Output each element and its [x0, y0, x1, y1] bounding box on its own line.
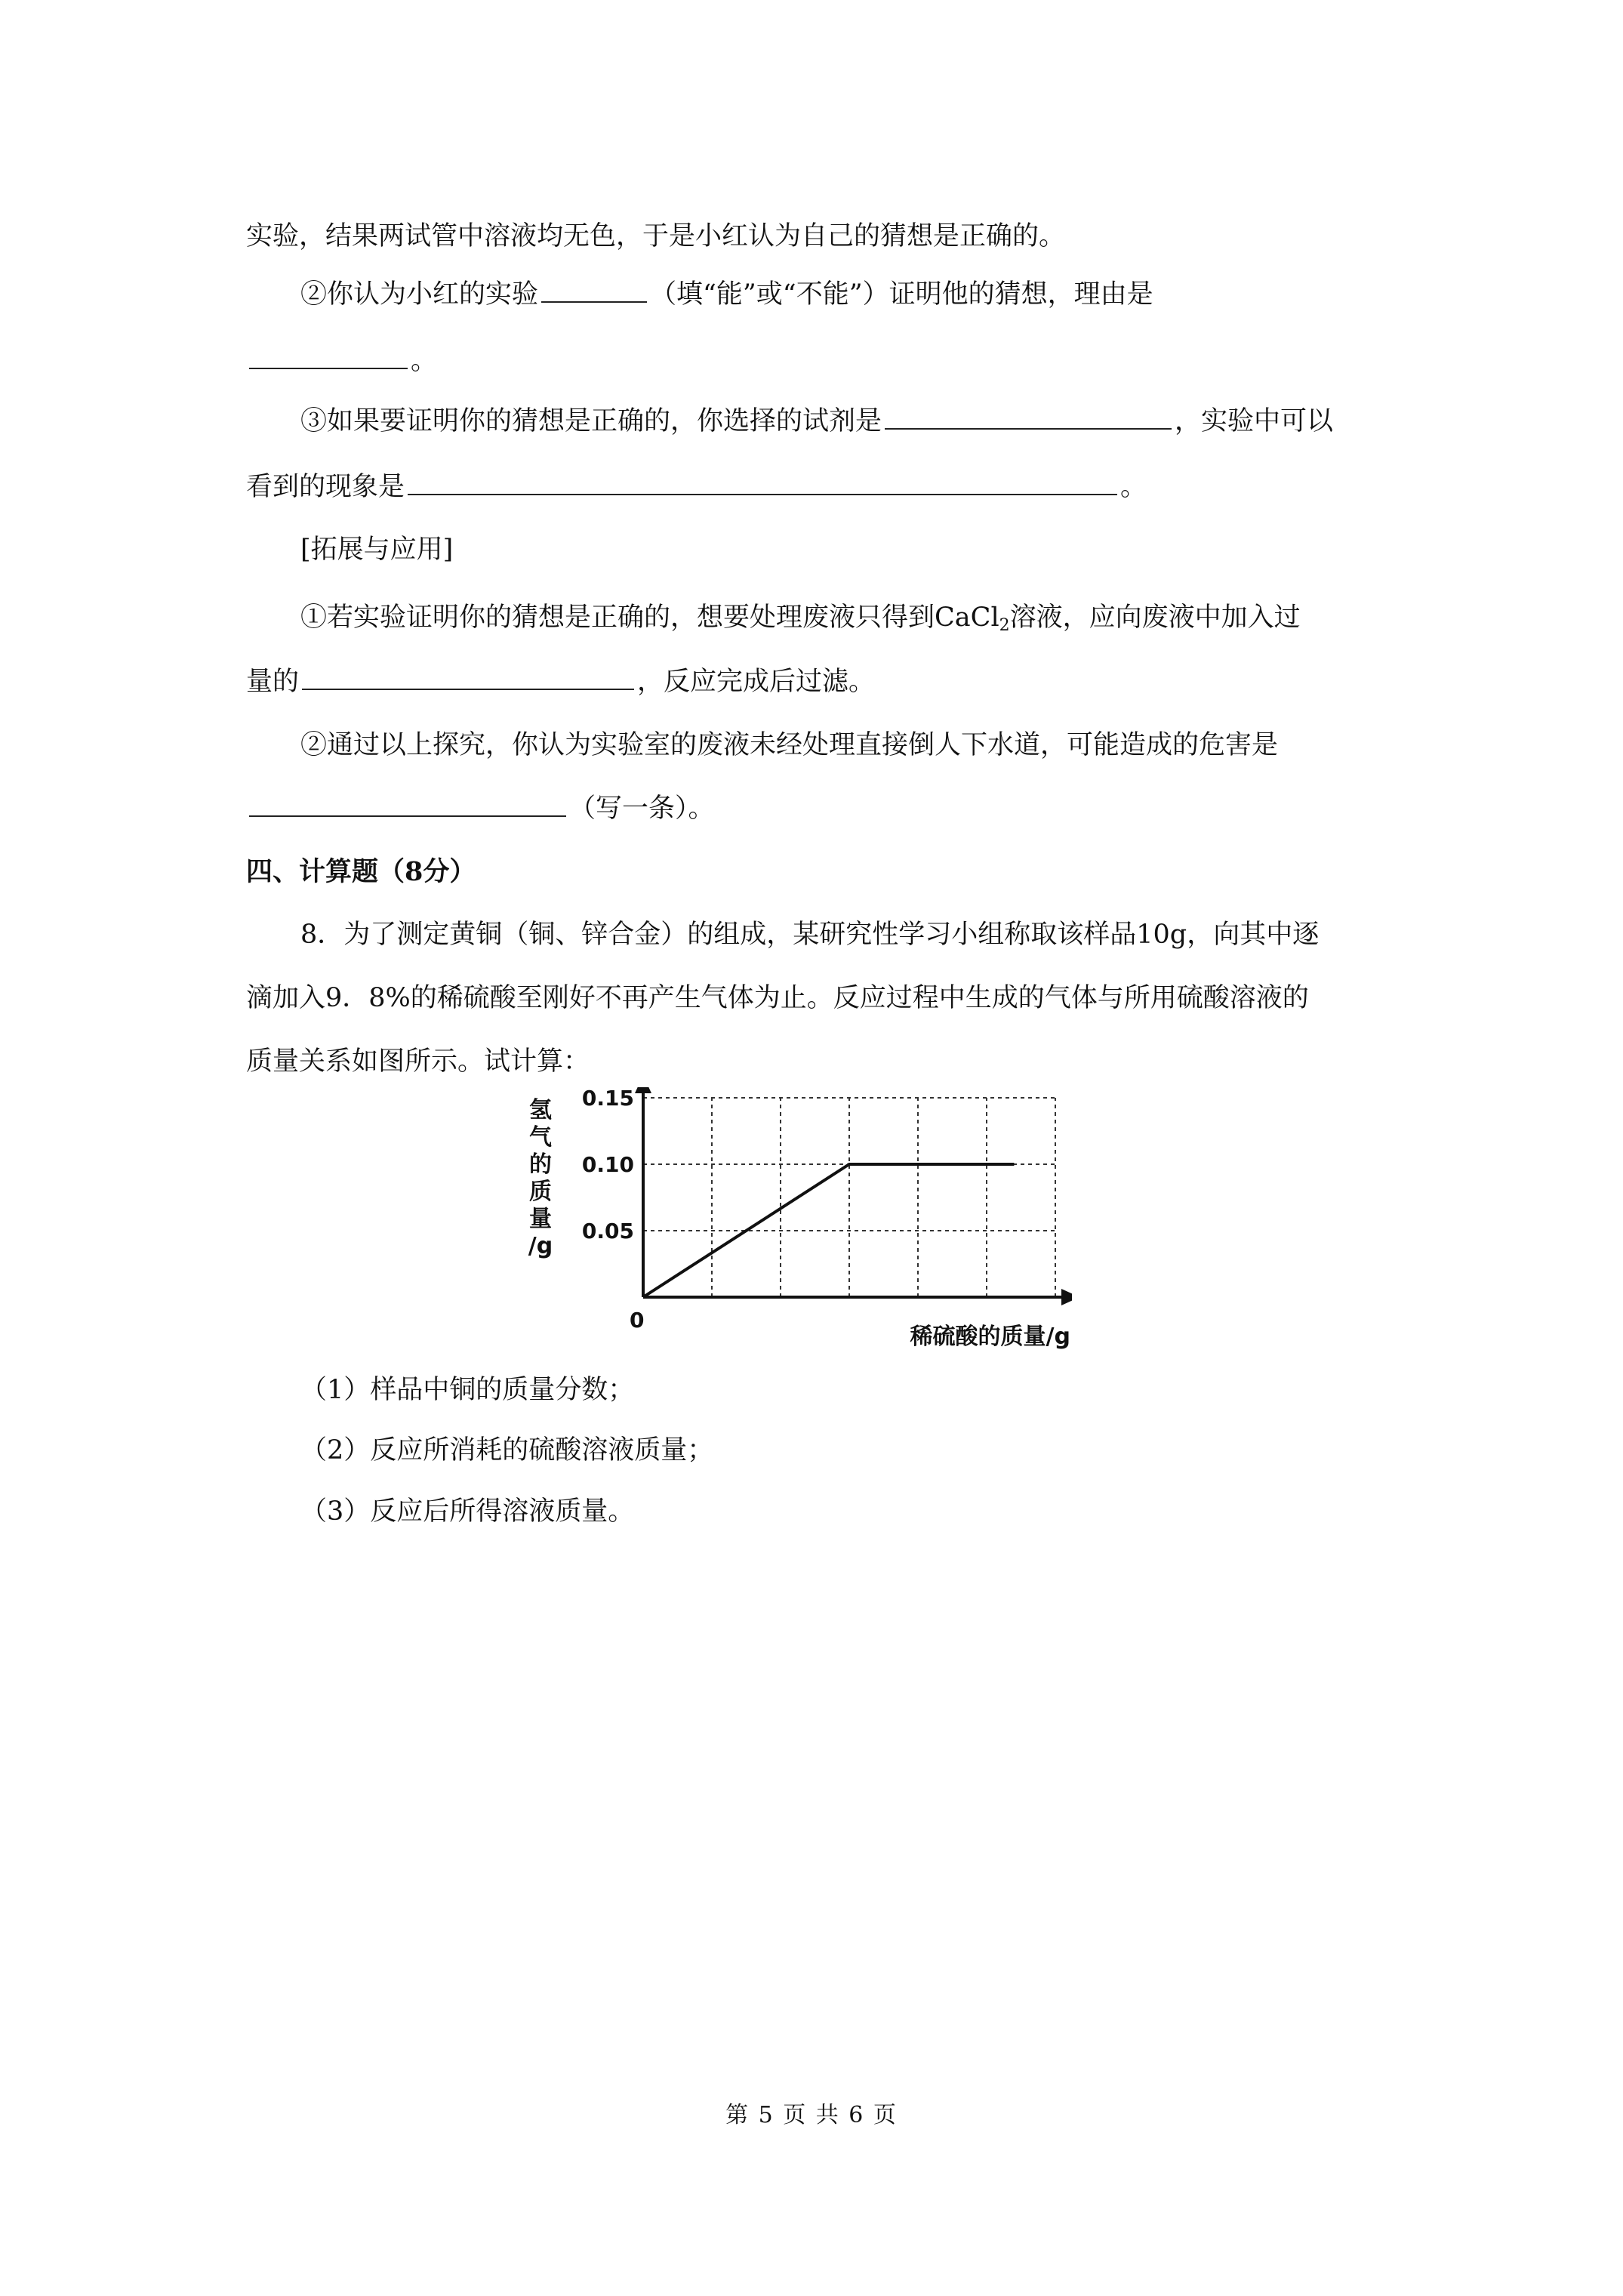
q2-prefix: ②你认为小红的实验 — [300, 279, 539, 310]
extension-2-blank-line — [246, 790, 1424, 827]
q3b-prefix: 看到的现象是 — [246, 472, 405, 502]
y-label-char: 气 — [529, 1124, 552, 1151]
chart-y-tick-labels — [582, 1087, 634, 1244]
question-3-phenomenon-line — [246, 468, 1424, 506]
answer-blank-can-or-cannot[interactable] — [541, 276, 647, 303]
section-4-title: 四、计算题（8分） — [246, 856, 476, 887]
y-label-char: 质 — [529, 1179, 552, 1205]
answer-blank-phenomenon[interactable] — [408, 468, 1117, 495]
extension-title — [300, 531, 1478, 569]
chart-y-axis-label — [528, 1097, 553, 1259]
question-3-line — [300, 402, 1478, 440]
answer-blank-harm[interactable] — [249, 790, 566, 817]
question-8-line-2 — [246, 979, 1424, 1017]
question-8-line-1 — [300, 916, 1478, 954]
chart-axes — [635, 1087, 1072, 1305]
q2-middle: （填“能”或“不能”）证明他的猜想，理由是 — [650, 279, 1153, 310]
q8-line2-text: 滴加入9．8%的稀硫酸至刚好不再产生气体为止。反应过程中生成的气体与所用硫酸溶液的 — [246, 983, 1309, 1013]
extension-1-line — [300, 599, 1478, 636]
page-number: 第 5 页 共 6 页 — [725, 2102, 898, 2128]
q3-middle: ，实验中可以 — [1175, 406, 1334, 436]
ext1b-prefix: 量的 — [246, 667, 300, 697]
page-footer — [0, 2100, 1623, 2131]
y-tick-label: 0.10 — [581, 1152, 634, 1177]
extension-2-line — [300, 726, 1478, 764]
line1-text: 实验，结果两试管中溶液均无色，于是小红认为自己的猜想是正确的。 — [246, 221, 1066, 251]
section-4-heading — [246, 853, 1424, 891]
ext1-suffix: 溶液，应向废液中加入过 — [1009, 603, 1301, 633]
sub-question-3 — [300, 1493, 1478, 1530]
ext2-text: ②通过以上探究，你认为实验室的废液未经处理直接倒人下水道，可能造成的危害是 — [300, 730, 1279, 760]
text-line-1 — [246, 217, 1424, 255]
y-label-char: /g — [528, 1233, 553, 1259]
answer-blank-reason[interactable] — [249, 342, 408, 369]
sub2-text: （2）反应所消耗的硫酸溶液质量； — [300, 1435, 714, 1465]
q8-line1-text: 8．为了测定黄铜（铜、锌合金）的组成，某研究性学习小组称取该样品10g，向其中逐 — [300, 920, 1320, 950]
hydrogen-mass-chart — [513, 1087, 1072, 1367]
question-8-line-3 — [246, 1043, 1424, 1080]
extension-1-blank-line — [246, 663, 1424, 701]
y-tick-label: 0.05 — [581, 1219, 634, 1244]
answer-blank-reagent[interactable] — [885, 402, 1172, 430]
cacl2-subscript: 2 — [999, 616, 1010, 635]
extension-title-text: [拓展与应用] — [300, 535, 454, 565]
answer-blank-excess-reagent[interactable] — [302, 663, 634, 690]
sub-question-2 — [300, 1432, 1478, 1469]
q3b-end: 。 — [1120, 472, 1147, 502]
sub-question-1 — [300, 1371, 1478, 1409]
y-tick-label: 0.15 — [581, 1087, 634, 1111]
q3-prefix: ③如果要证明你的猜想是正确的，你选择的试剂是 — [300, 406, 882, 436]
y-label-char: 氢 — [529, 1097, 552, 1123]
y-axis-arrow — [635, 1087, 651, 1093]
chart-x-axis-label: 稀硫酸的质量/g — [910, 1324, 1070, 1350]
ext2b-suffix: （写一条）。 — [569, 794, 715, 824]
y-label-char: 量 — [529, 1206, 552, 1232]
y-label-char: 的 — [529, 1151, 552, 1178]
x-axis-arrow — [1061, 1289, 1072, 1305]
ext1-prefix: ①若实验证明你的猜想是正确的，想要处理废液只得到 — [300, 603, 935, 633]
chart-grid — [643, 1098, 1055, 1297]
cacl2-formula: CaCl — [935, 603, 999, 633]
question-2-line — [300, 276, 1478, 313]
question-2-reason-line — [246, 342, 1424, 380]
q2-end: 。 — [411, 346, 438, 376]
sub1-text: （1）样品中铜的质量分数； — [300, 1375, 635, 1405]
ext1b-suffix: ，反应完成后过滤。 — [637, 667, 876, 697]
q8-line3-text: 质量关系如图所示。试计算： — [246, 1046, 590, 1077]
sub3-text: （3）反应后所得溶液质量。 — [300, 1496, 635, 1527]
chart-origin-label: 0 — [630, 1308, 645, 1333]
